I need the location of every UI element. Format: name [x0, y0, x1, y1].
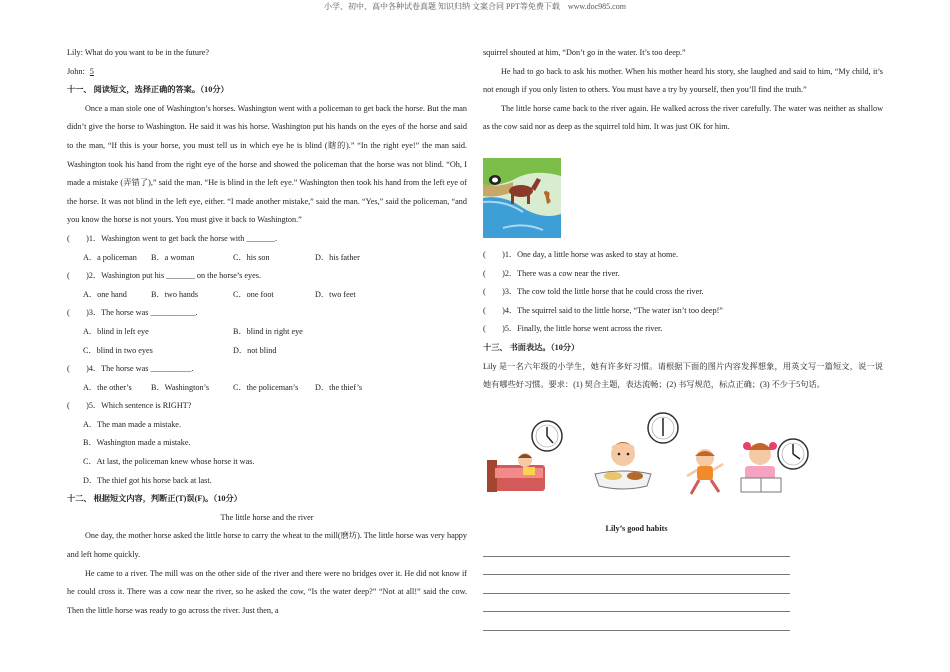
section-12-title: 十二、 根据短文内容，判断正(T)误(F)。（10分） [67, 494, 242, 504]
tf-question-3: ( )3．The cow told the little horse that he could cross the river. [483, 287, 704, 297]
section-13-instructions: Lily 是一名六年级的小学生，她有许多好习惯。请根据下面的图片内容发挥想象，用英文写一篇短文，说一说她有哪些好习惯。要求：(1) 契合主题，表达流畅；(2) 书写规范，标点正确；(3) 不少于5句话。 [483, 361, 883, 390]
question-3-options-row2 [67, 342, 467, 361]
horse-river-illustration [483, 158, 561, 238]
question-5-option-a: A．The man made a mistake. [83, 419, 181, 429]
option-d: D．his father [315, 252, 360, 262]
tf-question-5: ( )5．Finally, the little horse went across the river. [483, 324, 663, 334]
answer-blank: 5 [89, 66, 94, 76]
story-paragraph-4: He had to go back to ask his mother. When his mother heard his story, she laughed and said to him, “My child, it’s not enough if you only listen to others. You must have a try by yourself, then you’ll find the truth.” [483, 66, 883, 95]
option-b: B．Washington’s [151, 382, 210, 392]
story-title: The little horse and the river [220, 512, 314, 522]
story-paragraph-3: squirrel shouted at him, “Don’t go in the water. It’s too deep.” [483, 48, 686, 57]
question-5-option-c: C．At last, the policeman knew whose horse it was. [83, 457, 255, 467]
option-a: A．blind in left eye [83, 326, 149, 336]
option-b: B．two hands [151, 289, 199, 299]
section-13-title: 十三、 书面表达。（10分） [483, 342, 580, 352]
question-5: ( )5．Which sentence is RIGHT? [67, 401, 192, 411]
exercise-scene [687, 449, 723, 494]
true-false-questions [483, 246, 883, 395]
option-a: A．one hand [83, 289, 127, 299]
tf-question-2: ( )2．There was a cow near the river. [483, 268, 620, 278]
essay-area [483, 520, 790, 631]
question-4: ( )4．The horse was __________. [67, 364, 194, 374]
question-2: ( )2．Washington put his _______ on the horse’s eyes. [67, 271, 261, 281]
question-1-options [67, 249, 467, 268]
story-paragraph-1: One day, the mother horse asked the little horse to carry the wheat to the mill(磨坊). The little horse was very happy and left home quickly. [67, 531, 467, 560]
question-5-option-d: D．The thief got his horse back at last. [83, 475, 212, 485]
option-c: C．the policeman’s [233, 382, 299, 392]
wake-up-scene [487, 421, 562, 492]
homework-scene [741, 439, 808, 492]
option-d: D．not blind [233, 345, 277, 355]
question-1: ( )1．Washington went to get back the horse with _______. [67, 233, 278, 243]
story-paragraph-5: The little horse came back to the river again. He walked across the river carefully. The water was neither as shallow as the cow said nor as deep as the squirrel told him. It was just OK for him. [483, 103, 883, 132]
option-a: A．a policeman [83, 252, 137, 262]
writing-line[interactable] [483, 557, 790, 576]
option-c: C．his son [233, 252, 270, 262]
question-3-options-row1 [67, 323, 467, 342]
speaker-john: John: [67, 66, 87, 76]
option-c: C．one foot [233, 289, 274, 299]
writing-line[interactable] [483, 594, 790, 613]
section-11-passage: Once a man stole one of Washington’s horses. Washington went with a policeman to get back the horse. But the man didn’t give the horse to Washington. He said it was his horse. Washington put his hands on the eyes of the horse and said to the man, “If this is your horse, you must tell us in which eye he is blind (瞎的).” “In the right eye!” the man said. Washington took his hand from the right eye of the horse and showed the policeman that the horse was not blind. “Oh, I made a mistake (弄错了),” said the man. “He is blind in the left eye.” Washington then took his hand from the left eye of the horse. It was not blind in the left eye, either. “I made another mistake,” said the man. “Yes,” said the policeman, “and you know the horse is not yours. You must give it back to Washington.” [67, 103, 467, 225]
question-5-option-b: B．Washington made a mistake. [83, 438, 191, 448]
breakfast-scene [595, 413, 678, 489]
dialogue-line-lily: Lily: What do you want to be in the future? [67, 48, 209, 57]
essay-title: Lily’s good habits [605, 524, 668, 533]
option-b: B．a woman [151, 252, 195, 262]
dialogue-line-john [67, 63, 467, 82]
writing-line[interactable] [483, 575, 790, 594]
option-b: B．blind in right eye [233, 326, 303, 336]
question-2-options [67, 286, 467, 305]
question-4-options [67, 379, 467, 398]
right-column [483, 44, 883, 137]
story-paragraph-2: He came to a river. The mill was on the other side of the river and there were no bridges over it. He did not know if he could cross it. There was a cow near the river, so he asked the cow, “Is the water deep?” “Not at all!” said the cow. Then the little horse was ready to go across the river. Just then, a [67, 568, 467, 615]
option-a: A．the other’s [83, 382, 132, 392]
left-column [67, 44, 467, 620]
option-d: D．the thief’s [315, 382, 363, 392]
option-d: D．two feet [315, 289, 356, 299]
tf-question-4: ( )4．The squirrel said to the little horse, “The water isn’t too deep!” [483, 305, 723, 315]
writing-line[interactable] [483, 538, 790, 557]
habits-illustration [483, 410, 813, 500]
page-header: 小学、初中、高中各种试卷真题 知识归纳 文案合同 PPT等免费下载 www.doc985.com [324, 2, 626, 11]
question-3: ( )3．The horse was ___________. [67, 308, 198, 318]
writing-line[interactable] [483, 612, 790, 631]
section-11-title: 十一、 阅读短文，选择正确的答案。（10分） [67, 85, 229, 95]
option-c: C．blind in two eyes [83, 345, 153, 355]
tf-question-1: ( )1．One day, a little horse was asked to stay at home. [483, 250, 679, 259]
